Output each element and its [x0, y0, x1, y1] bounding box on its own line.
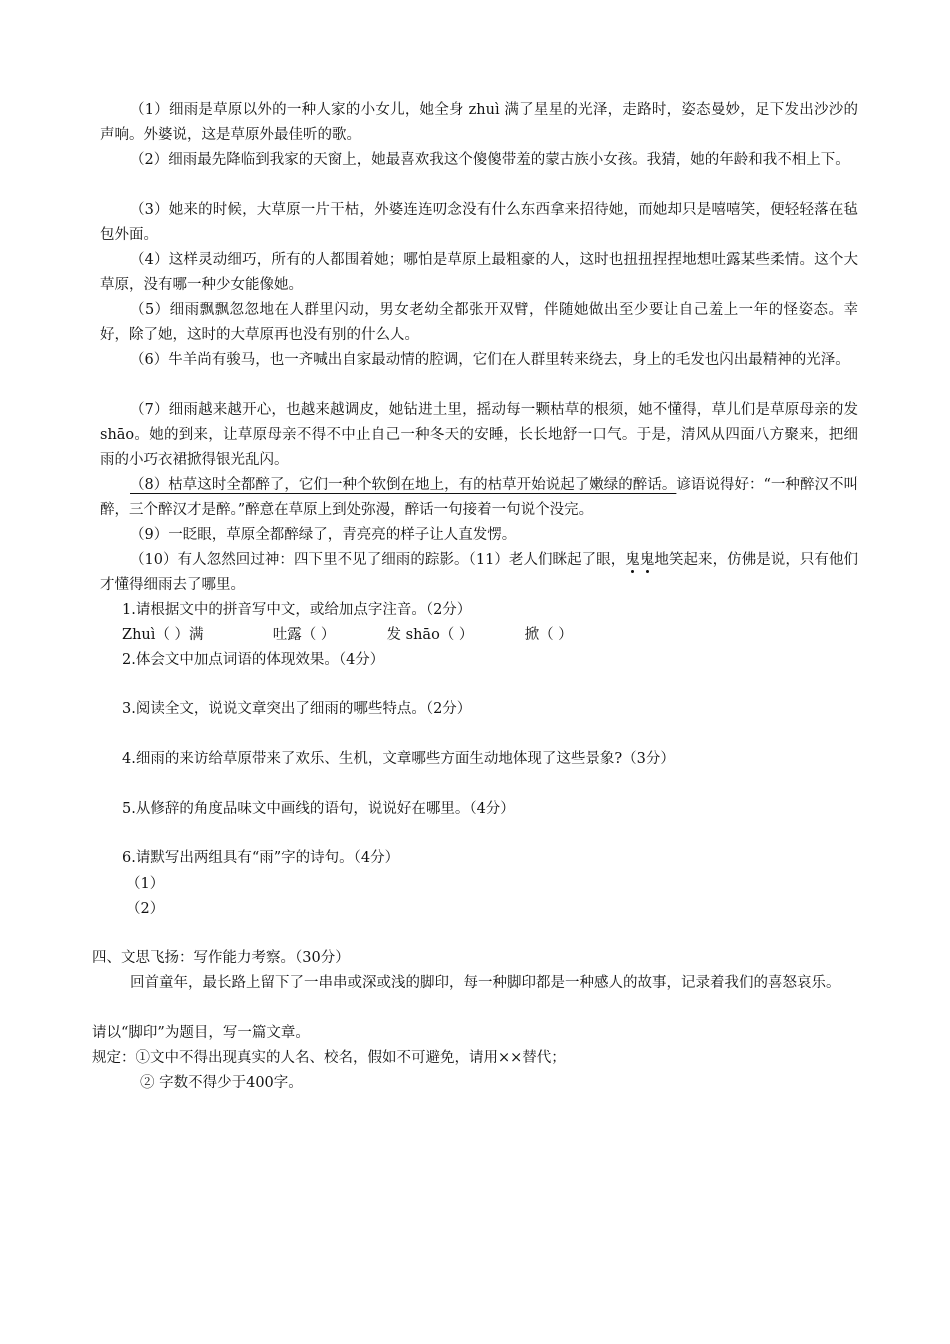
question-6: 6.请默写出两组具有“雨”字的诗句。（4分）	[122, 850, 400, 866]
writing-task: 请以“脚印”为题目，写一篇文章。	[92, 1025, 310, 1041]
question-6-answer-2: （2）	[126, 901, 165, 917]
paragraph-10-text: （10）有人忽然回过神：四下里不见了细雨的踪影。（11）老人们眯起了眼，	[130, 552, 626, 568]
question-3: 3.阅读全文，说说文章突出了细雨的哪些特点。（2分）	[122, 701, 472, 717]
section-heading: 四、文思飞扬：写作能力考察。（30分）	[92, 950, 350, 966]
q1-item-fashao: 发 shāo（ ）	[386, 627, 474, 643]
question-6-answer-1: （1）	[126, 876, 165, 892]
passage-paragraph-6: （6）牛羊尚有骏马，也一齐喊出自家最动情的腔调，它们在人群里转来绕去，身上的毛发也闪出最精神的光泽。	[130, 352, 850, 368]
question-1-items	[122, 623, 573, 648]
question-4: 4.细雨的来访给草原带来了欢乐、生机，文章哪些方面生动地体现了这些景象?（3分）	[122, 751, 675, 767]
writing-rule-2: ② 字数不得少于400字。	[140, 1075, 303, 1091]
underlined-sentence: （8）枯草这时全都醉了，它们一种个软倒在地上，有的枯草开始说起了嫩绿的醉话。	[130, 477, 677, 493]
question-5: 5.从修辞的角度品味文中画线的语句，说说好在哪里。（4分）	[122, 801, 515, 817]
q1-item-zhui: Zhuì（ ）满	[122, 627, 204, 643]
passage-paragraph-10	[100, 548, 858, 598]
writing-rule-1: 规定：①文中不得出现真实的人名、校名，假如不可避免，请用××替代；	[92, 1050, 566, 1066]
passage-paragraph-5: （5）细雨飘飘忽忽地在人群里闪动，男女老幼全都张开双臂，伴随她做出至少要让自己羞上一年的怪姿态。幸好，除了她，这时的大草原再也没有别的什么人。	[100, 302, 858, 343]
passage-paragraph-1: （1）细雨是草原以外的一种人家的小女儿，她全身 zhuì 满了星星的光泽，走路时，姿态曼妙，足下发出沙沙的声响。外婆说，这是草原外最佳听的歌。	[100, 102, 858, 143]
q1-item-tulu: 吐露（ ）	[272, 627, 336, 643]
dotted-char: 鬼	[625, 552, 640, 568]
passage-paragraph-3: （3）她来的时候，大草原一片干枯，外婆连连叨念没有什么东西拿来招待她，而她却只是嘻嘻笑，便轻轻落在毡包外面。	[100, 202, 858, 243]
paragraph-8-rest: 谚语说得好：“一种醉汉不叫醉，三个醉汉才是醉。”醉意在草原上到处弥漫，醉话一句接着一句说个没完。	[100, 477, 858, 518]
passage-paragraph-4: （4）这样灵动细巧，所有的人都围着她；哪怕是草原上最粗豪的人，这时也扭扭捏捏地想吐露某些柔情。这个大草原，没有哪一种少女能像她。	[100, 252, 858, 293]
passage-paragraph-7: （7）细雨越来越开心，也越来越调皮，她钻进土里，摇动每一颗枯草的根须，她不懂得，草儿们是草原母亲的发 shāo。她的到来，让草原母亲不得不中止自己一种冬天的安睡，长长地舒一口气。于是，清风从四面八方聚来，把细雨的小巧衣裙掀得银光乱闪。	[100, 402, 858, 468]
question-2: 2.体会文中加点词语的体现效果。（4分）	[122, 652, 385, 668]
passage-paragraph-9: （9）一眨眼，草原全都醉绿了，青亮亮的样子让人直发愣。	[130, 527, 517, 543]
q1-item-xian: 掀（ ）	[524, 627, 573, 643]
paragraph-10-text-end: 地笑起来，仿佛是说，只有他们才懂得细雨去了哪里。	[100, 552, 859, 593]
passage-paragraph-2: （2）细雨最先降临到我家的天窗上，她最喜欢我这个傻傻带羞的蒙古族小女孩。我猜，她的年龄和我不相上下。	[130, 152, 850, 168]
writing-prompt: 回首童年，最长路上留下了一串串或深或浅的脚印，每一种脚印都是一种感人的故事，记录着我们的喜怒哀乐。	[130, 975, 841, 991]
dotted-char: 鬼	[639, 552, 655, 568]
question-1: 1.请根据文中的拼音写中文，或给加点字注音。（2分）	[122, 602, 472, 618]
passage-paragraph-8	[100, 473, 858, 523]
